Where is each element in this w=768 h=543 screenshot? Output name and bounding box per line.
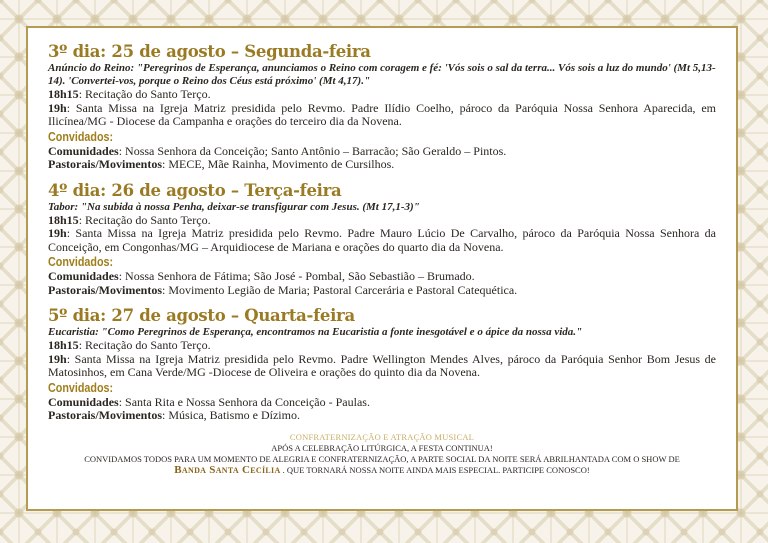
- day-title: 5º dia: 27 de agosto – Quarta-feira: [48, 306, 355, 325]
- day-5-section: [48, 306, 716, 423]
- time-label: 18h15: [48, 87, 79, 101]
- day-theme: Anúncio do Reino: "Peregrinos de Esperança, anunciamos o Reino com coragem e fé: 'Vós sois o sal da terra... Vós sois a luz do mundo' (Mt 5,13-14). 'Convertei-vos, porque o Reino dos Céus está próximo' (Mt 4,17).": [48, 62, 716, 87]
- time-text: : Santa Missa na Igreja Matriz presidida pelo Revmo. Padre Ilídio Coelho, pároco da Paróquia Nossa Senhora Aparecida, em Ilicínea/MG - Diocese da Campanha e orações do terceiro dia da Novena.: [48, 100, 716, 128]
- footer-line-3: [48, 465, 716, 476]
- communities-text: : Nossa Senhora de Fátima; São José - Pombal, São Sebastião – Brumado.: [118, 269, 475, 283]
- communities-line: [48, 145, 716, 159]
- movements-text: : Movimento Legião de Maria; Pastoral Carcerária e Pastoral Catequética.: [161, 282, 518, 297]
- movements-line: [48, 158, 716, 172]
- movements-label: Pastorais/Movimentos: [48, 408, 162, 422]
- guests-heading: Convidados:: [48, 255, 114, 269]
- communities-label: Comunidades: [48, 143, 119, 158]
- rosary-line: [48, 339, 716, 353]
- schedule-panel: [26, 26, 738, 511]
- footer-announcement: [48, 432, 716, 476]
- communities-text: : Nossa Senhora da Conceição; Santo Antônio – Barracão; São Geraldo – Pintos.: [118, 143, 507, 158]
- band-name: Banda Santa Cecília: [174, 463, 281, 476]
- guests-heading: Convidados:: [48, 129, 114, 144]
- communities-line: [48, 270, 716, 284]
- footer-line-3-text: . QUE TORNARÁ NOSSA NOITE AINDA MAIS ESPECIAL. PARTICIPE CONOSCO!: [282, 464, 590, 475]
- time-text: : Recitação do Santo Terço.: [78, 338, 211, 352]
- movements-text: : MECE, Mãe Rainha, Movimento de Cursilhos.: [161, 157, 395, 171]
- guests-heading: Convidados:: [48, 380, 114, 395]
- rosary-line: [48, 214, 716, 228]
- day-theme: Tabor: "Na subida à nossa Penha, deixar-se transfigurar com Jesus. (Mt 17,1-3)": [48, 200, 420, 213]
- mass-line: [48, 227, 716, 254]
- time-text: : Santa Missa na Igreja Matriz presidida pelo Revmo. Padre Mauro Lúcio De Carvalho, pároco da Paróquia Nossa Senhora da Conceição, em Congonhas/MG – Arquidiocese de Mariana e orações do quarto dia da Novena.: [48, 226, 716, 254]
- mass-line: [48, 102, 716, 129]
- day-title: 3º dia: 25 de agosto – Segunda-feira: [48, 42, 371, 61]
- communities-label: Comunidades: [48, 269, 119, 283]
- time-label: 18h15: [48, 212, 79, 227]
- rosary-line: [48, 88, 716, 102]
- footer-line-2: CONVIDAMOS TODOS PARA UM MOMENTO DE ALEGRIA E CONFRATERNIZAÇÃO, A PARTE SOCIAL DA NOITE SERÁ ABRILHANTADA COM O SHOW DE: [84, 453, 680, 464]
- communities-text: : Santa Rita e Nossa Senhora da Conceição - Paulas.: [118, 394, 370, 409]
- movements-label: Pastorais/Movimentos: [48, 282, 162, 297]
- day-3-section: [48, 42, 716, 172]
- day-4-section: [48, 181, 716, 298]
- time-text: : Santa Missa na Igreja Matriz presidida pelo Revmo. Padre Wellington Mendes Alves, pároco da Paróquia Senhor Bom Jesus de Matosinhos, em Cana Verde/MG -Diocese de Oliveira e orações do quinto dia da Novena.: [48, 351, 716, 379]
- mass-line: [48, 353, 716, 380]
- time-label: 19h: [48, 100, 67, 115]
- communities-line: [48, 396, 716, 410]
- time-label: 19h: [48, 351, 67, 366]
- movements-label: Pastorais/Movimentos: [48, 157, 162, 171]
- time-label: 18h15: [48, 338, 79, 352]
- movements-text: : Música, Batismo e Dízimo.: [161, 408, 300, 422]
- day-title: 4º dia: 26 de agosto – Terça-feira: [48, 180, 342, 200]
- time-text: : Recitação do Santo Terço.: [78, 212, 211, 227]
- communities-label: Comunidades: [48, 394, 119, 409]
- movements-line: [48, 409, 716, 423]
- footer-line-1: APÓS A CELEBRAÇÃO LITÚRGICA, A FESTA CONTINUA!: [271, 442, 493, 453]
- day-theme: Eucaristia: "Como Peregrinos de Esperança, encontramos na Eucaristia a fonte inesgotável e o ápice da nossa vida.": [48, 326, 583, 338]
- time-label: 19h: [48, 226, 67, 240]
- movements-line: [48, 284, 716, 298]
- footer-title: CONFRATERNIZAÇÃO E ATRAÇÃO MUSICAL: [289, 431, 475, 442]
- time-text: : Recitação do Santo Terço.: [78, 87, 211, 101]
